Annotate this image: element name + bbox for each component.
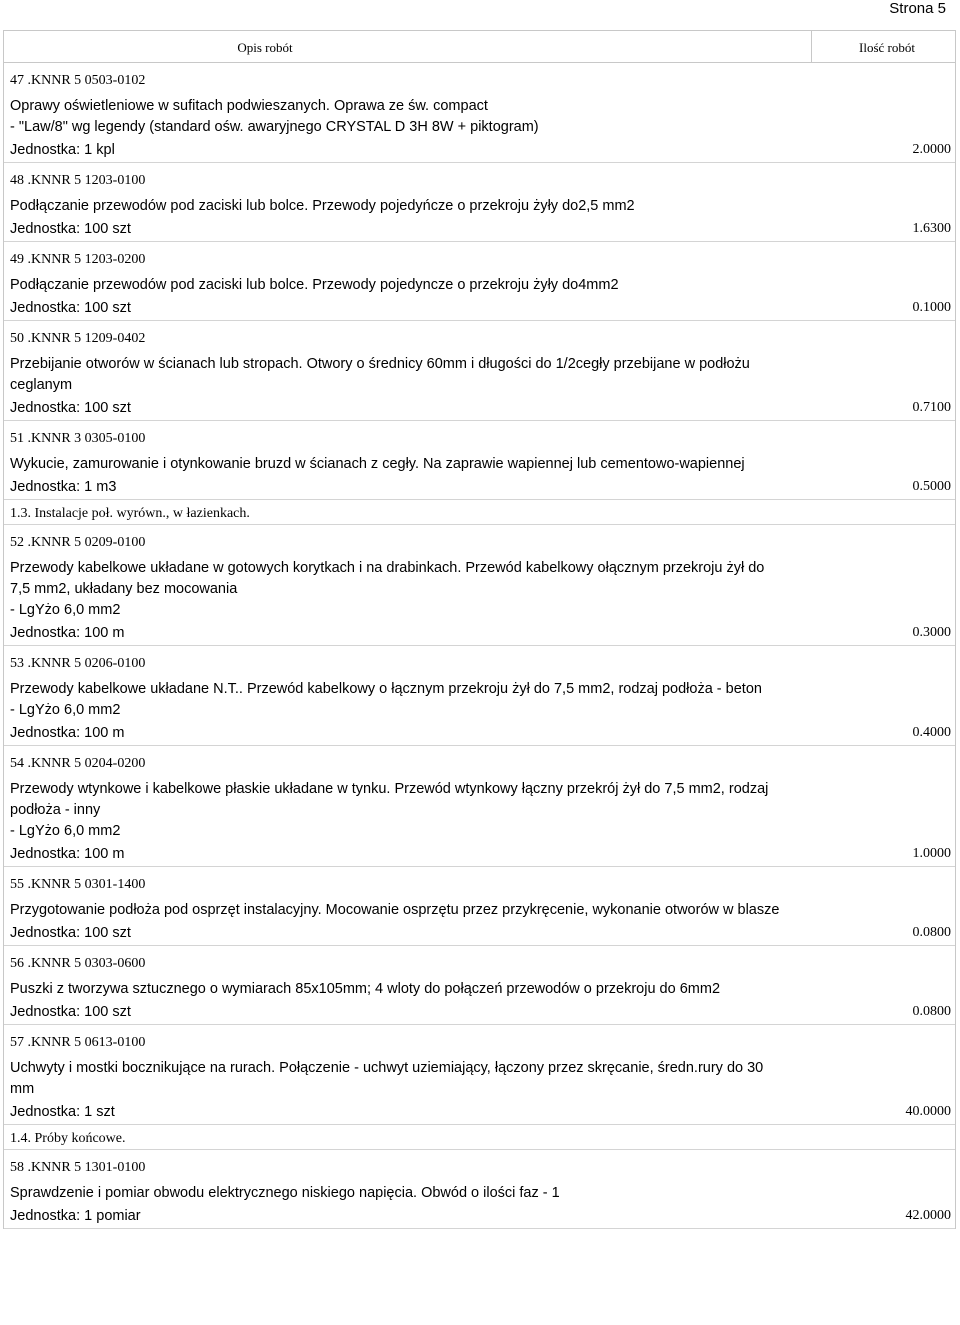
unit-label: Jednostka: 1 szt [10, 1104, 115, 1120]
work-description: Puszki z tworzywa sztucznego o wymiarach 85x105mm; 4 wloty do połączeń przewodów o przekroju do 6mm2 [10, 981, 721, 997]
unit-line [10, 140, 955, 160]
unit-label: Jednostka: 100 szt [10, 925, 131, 941]
position-number: 52 .KNNR 5 0209-0100 [10, 535, 146, 550]
quantity-value: 0.0800 [912, 1004, 951, 1019]
page-number: Strona 5 [889, 0, 946, 17]
unit-line [10, 844, 955, 864]
table-row [4, 946, 955, 1025]
quantity-value: 0.0800 [912, 925, 951, 940]
unit-line [10, 1002, 955, 1022]
work-description: Przygotowanie podłoża pod osprzęt instalacyjny. Mocowanie osprzętu przez przykręcenie, wykonanie otworów w blasze [10, 902, 780, 918]
unit-label: Jednostka: 100 szt [10, 300, 131, 316]
unit-label: Jednostka: 100 szt [10, 400, 131, 416]
work-description: Przebijanie otworów w ścianach lub stropach. Otwory o średnicy 60mm i długości do 1/2cegły przebijane w podłożu ceglanym [10, 356, 750, 393]
work-description: Uchwyty i mostki bocznikujące na rurach. Połączenie - uchwyt uziemiający, łączony przez skręcanie, średn.rury do 30 mm [10, 1060, 764, 1097]
cost-table [3, 30, 956, 1229]
table-header [4, 31, 955, 63]
work-description: Przewody kabelkowe układane N.T.. Przewód kabelkowy o łącznym przekroju żył do 7,5 mm2, rodzaj podłoża - beton - LgYżo 6,0 mm2 [10, 681, 762, 718]
unit-line [10, 298, 955, 318]
section-heading: 1.3. Instalacje poł. wyrówn., w łazienkach. [4, 500, 955, 525]
work-description: Przewody kabelkowe układane w gotowych korytkach i na drabinkach. Przewód kabelkowy ołącznym przekroju żył do 7,5 mm2, układany bez mocowania - LgYżo 6,0 mm2 [10, 560, 765, 618]
unit-line [10, 923, 955, 943]
quantity-value: 0.3000 [912, 625, 951, 640]
unit-line [10, 477, 955, 497]
header-quantity: Ilość robót [859, 40, 915, 55]
work-description: Podłączanie przewodów pod zaciski lub bolce. Przewody pojedyncze o przekroju żyły do4mm2 [10, 277, 619, 293]
quantity-value: 2.0000 [912, 142, 951, 157]
table-row [4, 646, 955, 746]
table-row [4, 1025, 955, 1125]
unit-line [10, 219, 955, 239]
position-number: 48 .KNNR 5 1203-0100 [10, 173, 146, 188]
table-row [4, 242, 955, 321]
unit-label: Jednostka: 1 m3 [10, 479, 117, 495]
table-row [4, 63, 955, 163]
table-row [4, 746, 955, 867]
work-description: Przewody wtynkowe i kabelkowe płaskie układane w tynku. Przewód wtynkowy łączny przekrój żył do 7,5 mm2, rodzaj podłoża - inny - LgYżo 6,0 mm2 [10, 781, 769, 839]
table-row [4, 525, 955, 646]
unit-line [10, 1206, 955, 1226]
unit-label: Jednostka: 100 szt [10, 221, 131, 237]
quantity-value: 0.5000 [912, 479, 951, 494]
unit-label: Jednostka: 1 kpl [10, 142, 115, 158]
quantity-value: 0.7100 [912, 400, 951, 415]
quantity-value: 1.6300 [912, 221, 951, 236]
table-row [4, 867, 955, 946]
position-number: 54 .KNNR 5 0204-0200 [10, 756, 146, 771]
unit-label: Jednostka: 100 szt [10, 1004, 131, 1020]
position-number: 57 .KNNR 5 0613-0100 [10, 1035, 146, 1050]
work-description: Podłączanie przewodów pod zaciski lub bolce. Przewody pojedyńcze o przekroju żyły do2,5 mm2 [10, 198, 635, 214]
work-description: Wykucie, zamurowanie i otynkowanie bruzd w ścianach z cegły. Na zaprawie wapiennej lub cementowo-wapiennej [10, 456, 745, 472]
work-description: Oprawy oświetleniowe w sufitach podwieszanych. Oprawa ze św. compact - "Law/8" wg legendy (standard ośw. awaryjnego CRYSTAL D 3H 8W + piktogram) [10, 98, 539, 135]
position-number: 47 .KNNR 5 0503-0102 [10, 73, 146, 88]
position-number: 49 .KNNR 5 1203-0200 [10, 252, 146, 267]
table-row [4, 321, 955, 421]
section-heading: 1.4. Próby końcowe. [4, 1125, 955, 1150]
position-number: 50 .KNNR 5 1209-0402 [10, 331, 146, 346]
header-divider [811, 31, 812, 62]
position-number: 56 .KNNR 5 0303-0600 [10, 956, 146, 971]
unit-line [10, 398, 955, 418]
quantity-value: 1.0000 [912, 846, 951, 861]
unit-label: Jednostka: 100 m [10, 846, 125, 862]
unit-line [10, 1102, 955, 1122]
quantity-value: 0.4000 [912, 725, 951, 740]
quantity-value: 42.0000 [905, 1208, 951, 1223]
table-row [4, 421, 955, 500]
position-number: 55 .KNNR 5 0301-1400 [10, 877, 146, 892]
quantity-value: 40.0000 [905, 1104, 951, 1119]
table-body [4, 63, 955, 1229]
table-row [4, 1150, 955, 1229]
header-description: Opis robót [237, 40, 293, 55]
position-number: 51 .KNNR 3 0305-0100 [10, 431, 146, 446]
position-number: 58 .KNNR 5 1301-0100 [10, 1160, 146, 1175]
unit-label: Jednostka: 100 m [10, 725, 125, 741]
unit-line [10, 723, 955, 743]
unit-line [10, 623, 955, 643]
table-row [4, 163, 955, 242]
work-description: Sprawdzenie i pomiar obwodu elektrycznego niskiego napięcia. Obwód o ilości faz - 1 [10, 1185, 560, 1201]
unit-label: Jednostka: 100 m [10, 625, 125, 641]
position-number: 53 .KNNR 5 0206-0100 [10, 656, 146, 671]
quantity-value: 0.1000 [912, 300, 951, 315]
unit-label: Jednostka: 1 pomiar [10, 1208, 141, 1224]
